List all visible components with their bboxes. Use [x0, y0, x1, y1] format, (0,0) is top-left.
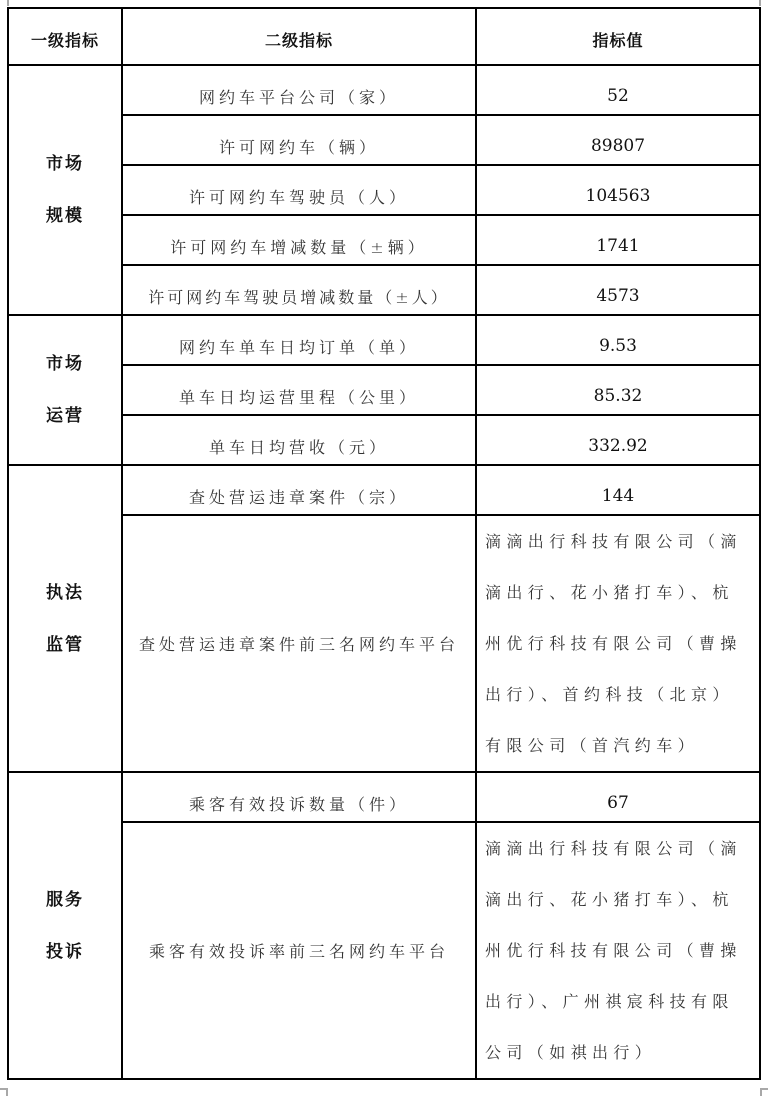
category-cell — [8, 772, 122, 1079]
value-cell: 1741 — [476, 215, 760, 265]
indicator-cell: 许可网约车增减数量（±辆） — [122, 215, 476, 265]
indicator-cell: 单车日均营收（元） — [122, 415, 476, 465]
category-line: 执法 — [46, 582, 84, 603]
value-cell: 9.53 — [476, 315, 760, 365]
category-cell — [8, 315, 122, 465]
header-level2: 二级指标 — [122, 8, 476, 65]
page-corner-mark — [0, 1088, 8, 1096]
category-line: 市场 — [46, 354, 84, 374]
category-line: 监管 — [46, 634, 84, 655]
header-level1: 一级指标 — [8, 8, 122, 65]
indicator-table — [7, 7, 761, 1080]
table-row — [8, 465, 760, 515]
indicator-cell: 单车日均运营里程（公里） — [122, 365, 476, 415]
category-line: 投诉 — [46, 941, 84, 962]
indicator-cell: 许可网约车驾驶员（人） — [122, 165, 476, 215]
category-line: 市场 — [46, 154, 84, 174]
value-cell: 89807 — [476, 115, 760, 165]
header-value: 指标值 — [476, 8, 760, 65]
value-cell: 332.92 — [476, 415, 760, 465]
value-cell: 67 — [476, 772, 760, 822]
table-row — [8, 65, 760, 115]
indicator-cell: 乘客有效投诉数量（件） — [122, 772, 476, 822]
table-row — [8, 772, 760, 822]
category-cell — [8, 465, 122, 772]
table-header-row — [8, 8, 760, 65]
page-corner-mark — [759, 0, 768, 6]
indicator-cell: 许可网约车驾驶员增减数量（±人） — [122, 265, 476, 315]
page-corner-mark — [0, 0, 9, 6]
indicator-cell: 乘客有效投诉率前三名网约车平台 — [122, 822, 476, 1079]
indicator-cell: 网约车单车日均订单（单） — [122, 315, 476, 365]
indicator-cell: 查处营运违章案件（宗） — [122, 465, 476, 515]
category-line: 服务 — [46, 889, 84, 910]
category-line: 规模 — [46, 206, 84, 226]
value-cell: 4573 — [476, 265, 760, 315]
indicator-cell: 许可网约车（辆） — [122, 115, 476, 165]
category-cell — [8, 65, 122, 315]
value-cell: 85.32 — [476, 365, 760, 415]
value-cell: 104563 — [476, 165, 760, 215]
table-row — [8, 315, 760, 365]
category-line: 运营 — [46, 406, 84, 426]
value-cell: 滴滴出行科技有限公司（滴滴出行、花小猪打车）、杭州优行科技有限公司（曹操出行）、广州祺宸科技有限公司（如祺出行） — [476, 822, 760, 1079]
indicator-cell: 查处营运违章案件前三名网约车平台 — [122, 515, 476, 772]
page-corner-mark — [760, 1088, 768, 1096]
value-cell: 144 — [476, 465, 760, 515]
value-cell: 52 — [476, 65, 760, 115]
indicator-cell: 网约车平台公司（家） — [122, 65, 476, 115]
value-cell: 滴滴出行科技有限公司（滴滴出行、花小猪打车）、杭州优行科技有限公司（曹操出行）、首约科技（北京）有限公司（首汽约车） — [476, 515, 760, 772]
